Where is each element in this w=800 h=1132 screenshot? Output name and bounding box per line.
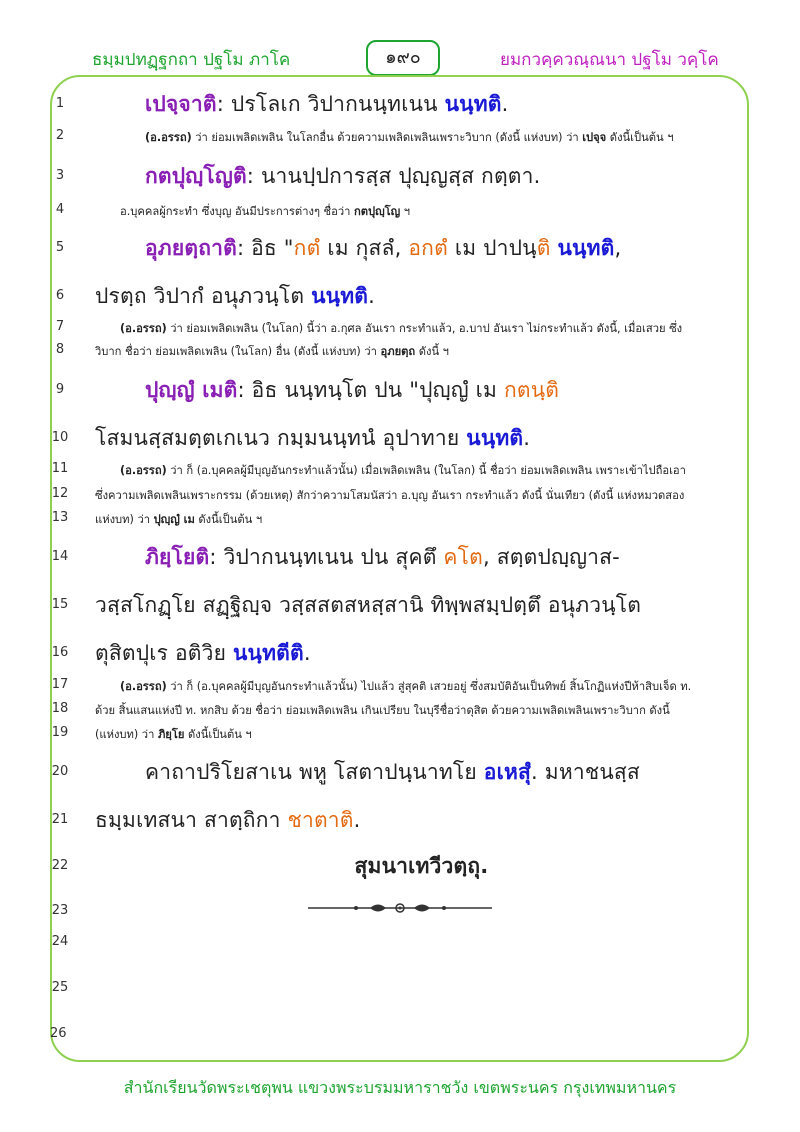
text-line-5: [0, 232, 800, 262]
header-right-title: ยมกวคฺควณฺณนา ปฐโม วคฺโค: [500, 50, 719, 70]
line-text: แห่งบท) ว่า ปุญฺญํ เม ดังนี้เป็นต้น ฯ: [95, 513, 263, 526]
line-text: (อ.อรรถ) ว่า ก็ (อ.บุคคลผู้มีบุญอันกระทำแล้วนั้น) ไปแล้ว สู่สุคติ เสวยอยู่ ซึ่งสมบัติอันเป็นทิพย์ สิ้นโกฏิแห่งปีห้าสิบเจ็ด ท.: [120, 680, 692, 693]
line-number: 24: [51, 934, 69, 949]
line-number: 23: [51, 903, 69, 918]
text-line-22: [0, 850, 800, 880]
line-text: อุภยตฺถาติ: อิธ "กตํ เม กุสลํ, อกตํ เม ปาปนฺติ นนฺทติ,: [145, 236, 622, 260]
text-line-14: [0, 541, 800, 571]
text-line-25: [0, 980, 800, 998]
line-number: 17: [51, 677, 69, 692]
line-text: ปุญฺญํ เมติ: อิธ นนฺทนฺโต ปน "ปุญฺญํ เม กตนฺติ: [145, 378, 560, 402]
line-number: 8: [55, 342, 65, 357]
text-line-24: [0, 934, 800, 952]
line-text: ภิยฺโยติ: วิปากนนฺทเนน ปน สุคตึ คโต, สตฺตปญฺญาส-: [145, 545, 620, 569]
line-number: 6: [55, 288, 65, 303]
text-line-26: [0, 1026, 800, 1044]
text-line-4: [0, 202, 800, 220]
line-number: 22: [51, 858, 69, 873]
line-text: คาถาปริโยสาเน พหู โสตาปนฺนาทโย อเหสุํ. มหาชนสฺส: [145, 760, 640, 784]
line-number: 15: [51, 597, 69, 612]
text-line-17: [0, 677, 800, 695]
text-line-9: [0, 374, 800, 404]
text-line-7: [0, 319, 800, 337]
line-text: โสมนสฺสมตฺตเกเนว กมฺมนนฺทนํ อุปาทาย นนฺทติ.: [95, 426, 531, 450]
line-text: วิบาก ชื่อว่า ย่อมเพลิดเพลิน (ในโลก) อื่น (ดังนี้ แห่งบท) ว่า อุภยตฺถ ดังนี้ ฯ: [95, 345, 449, 358]
text-line-19: [0, 725, 800, 743]
line-number: 3: [55, 168, 65, 183]
ornament-divider-icon: [300, 900, 500, 916]
line-number: 21: [51, 812, 69, 827]
line-number: 7: [55, 319, 65, 334]
text-line-20: [0, 756, 800, 786]
text-line-10: [0, 422, 800, 452]
text-line-8: [0, 342, 800, 360]
line-number: 11: [51, 461, 69, 476]
text-line-2: [0, 128, 800, 146]
header-left-title: ธมฺมปทฏฺฐกถา ปฐโม ภาโค: [92, 50, 291, 70]
line-number: 20: [51, 764, 69, 779]
line-number: 18: [51, 701, 69, 716]
text-line-1: [0, 88, 800, 118]
line-number: 19: [51, 725, 69, 740]
page-number: ๑๙๐: [366, 40, 440, 76]
line-text: ธมฺมเทสนา สาตฺถิกา ชาตาติ.: [95, 808, 361, 832]
footer-institution: สำนักเรียนวัดพระเชตุพน แขวงพระบรมมหาราชวัง เขตพระนคร กรุงเทพมหานคร: [123, 1078, 677, 1097]
line-text: (อ.อรรถ) ว่า ย่อมเพลิดเพลิน (ในโลก) นี้ว่า อ.กุศล อันเรา กระทำแล้ว, อ.บาป อันเรา ไม่กระทำแล้ว ดังนี้, เมื่อเสวย ซึ่ง: [120, 322, 683, 335]
line-text: ด้วย สิ้นแสนแห่งปี ท. หกสิบ ด้วย ชื่อว่า ย่อมเพลิดเพลิน เกินเปรียบ ในบุรีชื่อว่าดุสิต ด้วยความเพลิดเพลินเพราะวิบาก ดังนี้: [95, 704, 670, 717]
line-text: วสฺสโกฏฺโย สฏฺฐิญฺจ วสฺสสตสหสฺสานิ ทิพฺพสมฺปตฺตึ อนุภวนฺโต: [95, 593, 642, 617]
line-text: (แห่งบท) ว่า ภิยฺโย ดังนี้เป็นต้น ฯ: [95, 728, 252, 741]
text-line-15: [0, 589, 800, 619]
line-number: 26: [50, 1026, 67, 1041]
story-title: สุมนาเทวีวตฺถุ.: [354, 854, 489, 878]
line-text: ซึ่งความเพลิดเพลินเพราะกรรม (ด้วยเหตุ) สักว่าความโสมนัสว่า อ.บุญ อันเรา กระทำแล้ว ดังนี้ นั่นเทียว (ดังนี้ แห่งหมวดสอง: [95, 489, 685, 502]
text-line-3: [0, 160, 800, 190]
line-number: 1: [55, 96, 65, 111]
line-number: 12: [51, 486, 69, 501]
text-line-16: [0, 637, 800, 667]
text-line-13: [0, 510, 800, 528]
line-number: 13: [51, 510, 69, 525]
line-number: 2: [55, 128, 65, 143]
line-text: ตุสิตปุเร อติวิย นนฺทตีติ.: [95, 641, 311, 665]
line-number: 16: [51, 645, 69, 660]
line-text: (อ.อรรถ) ว่า ก็ (อ.บุคคลผู้มีบุญอันกระทำแล้วนั้น) เมื่อเพลิดเพลิน (ในโลก) นี้ ชื่อว่า ย่อมเพลิดเพลิน เพราะเข้าไปถือเอา: [120, 464, 686, 477]
line-text: ปรตฺถ วิปากํ อนุภวนฺโต นนฺทติ.: [95, 284, 375, 308]
text-line-21: [0, 804, 800, 834]
line-text: กตปุญฺโญติ: นานปฺปการสฺส ปุญฺญสฺส กตฺตา.: [145, 164, 541, 188]
line-number: 4: [55, 202, 65, 217]
line-text: เปจฺจาติ: ปรโลเก วิปากนนฺทเนน นนฺทติ.: [145, 92, 509, 116]
line-number: 10: [51, 430, 69, 445]
text-line-12: [0, 486, 800, 504]
text-line-18: [0, 701, 800, 719]
line-number: 9: [55, 382, 65, 397]
line-number: 14: [51, 549, 69, 564]
text-line-11: [0, 461, 800, 479]
text-line-6: [0, 280, 800, 310]
line-text: (อ.อรรถ) ว่า ย่อมเพลิดเพลิน ในโลกอื่น ด้วยความเพลิดเพลินเพราะวิบาก (ดังนี้ แห่งบท) ว่า เปจฺจ ดังนี้เป็นต้น ฯ: [145, 131, 674, 144]
line-number: 25: [51, 980, 69, 995]
line-text: อ.บุคคลผู้กระทำ ซึ่งบุญ อันมีประการต่างๆ ชื่อว่า กตปุญฺโญ ฯ: [120, 205, 411, 218]
line-number: 5: [55, 240, 65, 255]
